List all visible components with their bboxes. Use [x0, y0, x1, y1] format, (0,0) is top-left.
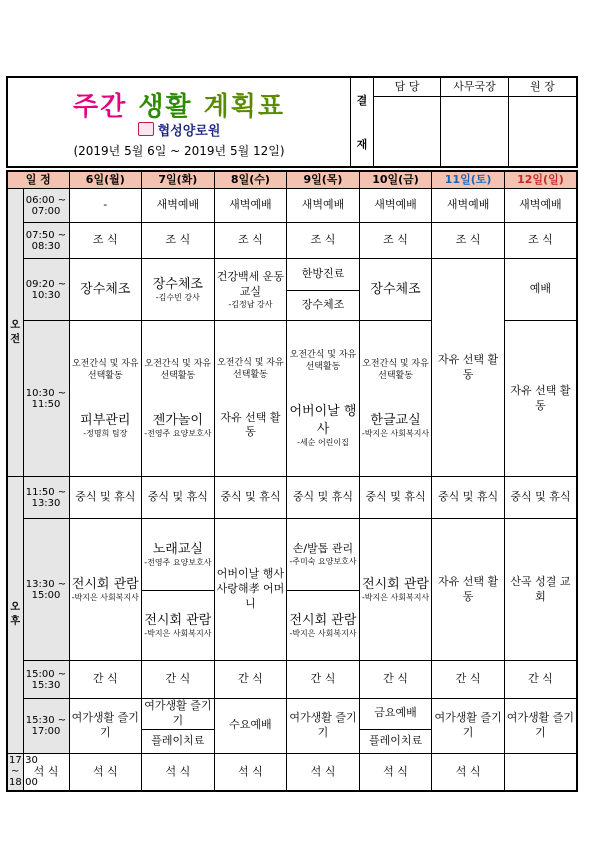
- table-row: [7, 753, 577, 791]
- cell: 새벽예배: [142, 189, 215, 223]
- time-cell: 11:50 ~ 13:30: [23, 477, 69, 519]
- day-header: 12일(일): [504, 171, 577, 189]
- table-row: [7, 661, 577, 699]
- cell: 석 식: [69, 753, 142, 791]
- cell: 전시회 관람 -박지은 사회복지사: [359, 519, 432, 661]
- cell: 조 식: [214, 223, 287, 259]
- cell: 석 식: [359, 753, 432, 791]
- cell: 새벽예배: [214, 189, 287, 223]
- approval-col: 담 당: [374, 78, 441, 166]
- pm-label: 오 후: [7, 477, 23, 754]
- cell: 중식 및 휴식: [504, 477, 577, 519]
- cell: 새벽예배: [432, 189, 505, 223]
- table-row: [7, 189, 577, 223]
- schedule-page: [6, 76, 578, 792]
- cell: 중식 및 휴식: [287, 477, 360, 519]
- table-row: [7, 259, 577, 291]
- cell: 자유 선택 활동: [432, 519, 505, 661]
- time-cell: 10:30 ~ 11:50: [23, 321, 69, 477]
- cell: 자유 선택 활동: [432, 259, 505, 477]
- time-cell: 17:30 ~ 18:00: [7, 753, 23, 791]
- time-cell: 09:20 ~ 10:30: [23, 259, 69, 321]
- schedule-header: 일 정: [7, 171, 69, 189]
- cell: 간 식: [69, 661, 142, 699]
- cell: 간 식: [142, 661, 215, 699]
- cell: 중식 및 휴식: [214, 477, 287, 519]
- approval-col: 원 장: [509, 78, 576, 166]
- day-header: 7일(화): [142, 171, 215, 189]
- title-area: [8, 78, 351, 166]
- time-cell: 15:00 ~ 15:30: [23, 661, 69, 699]
- home-icon: [138, 122, 154, 136]
- cell: 중식 및 휴식: [142, 477, 215, 519]
- cell: 손/발톱 관리 -주미숙 요양보호사: [287, 519, 360, 591]
- schedule-table: [6, 170, 578, 792]
- cell: 노래교실 -전영주 요양보호사: [142, 519, 215, 591]
- cell: 중식 및 휴식: [432, 477, 505, 519]
- org-name: 협성양로원: [8, 120, 350, 139]
- cell: 장수체조: [359, 259, 432, 321]
- cell: 조 식: [432, 223, 505, 259]
- cell: 조 식: [287, 223, 360, 259]
- cell: 한방진료: [287, 259, 360, 291]
- cell: 산곡 성결 교회: [504, 519, 577, 661]
- cell: 조 식: [504, 223, 577, 259]
- cell: 건강백세 운동교실 -김정남 강사: [214, 259, 287, 321]
- time-cell: 07:50 ~ 08:30: [23, 223, 69, 259]
- page-title: 주간 생활 계획표: [73, 92, 285, 122]
- cell: 간 식: [214, 661, 287, 699]
- cell: 여가생활 즐기기: [432, 699, 505, 754]
- cell: 석 식: [23, 753, 69, 791]
- day-header: 11일(토): [432, 171, 505, 189]
- cell: 새벽예배: [504, 189, 577, 223]
- cell: 장수체조: [287, 291, 360, 321]
- day-header: 8일(수): [214, 171, 287, 189]
- cell: 중식 및 휴식: [359, 477, 432, 519]
- cell: 조 식: [69, 223, 142, 259]
- cell: 장수체조: [69, 259, 142, 321]
- cell: 오전간식 및 자유선택활동 피부관리 -정명희 팀장: [69, 321, 142, 477]
- day-header: 6일(월): [69, 171, 142, 189]
- cell: 간 식: [287, 661, 360, 699]
- cell: 조 식: [142, 223, 215, 259]
- table-row: [7, 477, 577, 519]
- approval-col: 사무국장: [441, 78, 508, 166]
- cell: 새벽예배: [287, 189, 360, 223]
- table-row: [7, 223, 577, 259]
- cell: 여가생활 즐기기: [142, 699, 215, 730]
- am-label: 오 전: [7, 189, 23, 477]
- day-header: 10일(금): [359, 171, 432, 189]
- cell: 전시회 관람 -박지은 사회복지사: [69, 519, 142, 661]
- cell: -: [69, 189, 142, 223]
- approval-label: 결 재: [351, 78, 374, 166]
- period-text: (2019년 5월 6일 ~ 2019년 5월 12일): [73, 144, 285, 158]
- cell: 어버이날 행사 사랑해孝 어머니: [214, 519, 287, 661]
- header-block: [6, 76, 578, 168]
- cell: 간 식: [432, 661, 505, 699]
- time-cell: 13:30 ~ 15:00: [23, 519, 69, 661]
- cell: 금요예배: [359, 699, 432, 730]
- cell: 전시회 관람 -박지은 사회복지사: [142, 591, 215, 661]
- cell: 예배: [504, 259, 577, 321]
- cell: 오전간식 및 자유선택활동 한글교실 -박지은 사회복지사: [359, 321, 432, 477]
- cell: 오전간식 및 자유선택활동 어버이날 행사 -세순 어린이집: [287, 321, 360, 477]
- cell: 여가생활 즐기기: [69, 699, 142, 754]
- cell: 플레이치료: [142, 729, 215, 753]
- cell: 자유 선택 활동: [504, 321, 577, 477]
- time-cell: 15:30 ~ 17:00: [23, 699, 69, 754]
- cell: 여가생활 즐기기: [504, 699, 577, 754]
- table-row: [7, 519, 577, 591]
- cell: 중식 및 휴식: [69, 477, 142, 519]
- cell: 전시회 관람 -박지은 사회복지사: [287, 591, 360, 661]
- cell: 새벽예배: [359, 189, 432, 223]
- cell: 여가생활 즐기기: [287, 699, 360, 754]
- table-row: [7, 699, 577, 730]
- cell: 석 식: [142, 753, 215, 791]
- cell: 석 식: [432, 753, 505, 791]
- cell: 오전간식 및 자유선택활동 젠가놀이 -전영주 요양보호사: [142, 321, 215, 477]
- header-row: [7, 171, 577, 189]
- cell: 오전간식 및 자유선택활동 자유 선택 활동: [214, 321, 287, 477]
- time-cell: 06:00 ~ 07:00: [23, 189, 69, 223]
- day-header: 9일(목): [287, 171, 360, 189]
- cell: 간 식: [359, 661, 432, 699]
- cell: 장수체조 -김수빈 강사: [142, 259, 215, 321]
- approval-boxes: [374, 78, 576, 166]
- cell: 수요예배: [214, 699, 287, 754]
- cell: 석 식: [214, 753, 287, 791]
- cell: 간 식: [504, 661, 577, 699]
- cell: 석 식: [287, 753, 360, 791]
- cell: 플레이치료: [359, 729, 432, 753]
- cell: 조 식: [359, 223, 432, 259]
